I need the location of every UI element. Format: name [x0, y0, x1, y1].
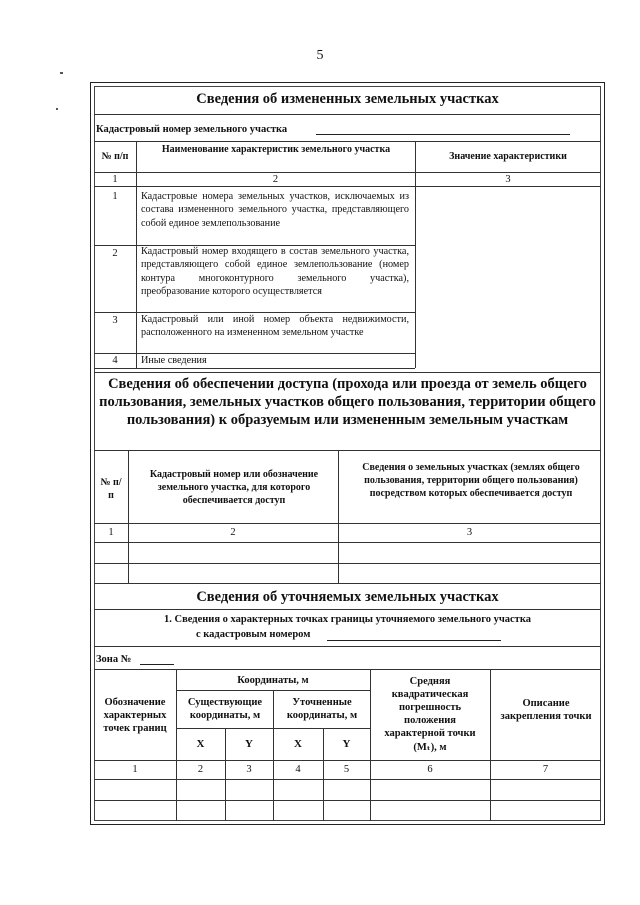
rule: [94, 372, 601, 373]
row-number: 3: [112, 315, 118, 326]
row-number: 4: [112, 355, 118, 366]
row-text: Кадастровый номер входящего в состав земельного участка, представляющего собой единое землепользование (номер контура многоконтурного земельного участка), преобразование которого осуществляется: [141, 246, 409, 297]
col-header-value: Значение характеристики: [449, 151, 567, 162]
cadastral-number-label: Кадастровый номер земельного участка: [96, 124, 288, 135]
refined-cadastral-field[interactable]: [327, 640, 501, 641]
rule: [94, 609, 601, 610]
section3-subtitle: 1. Сведения о характерных точках границы уточняемого земельного участка: [164, 614, 531, 625]
col-number: 2: [230, 527, 236, 538]
rule: [94, 563, 601, 564]
col-number: 1: [112, 174, 118, 185]
col-number: 3: [466, 527, 473, 538]
col-header-refined: Уточненные координаты, м: [286, 697, 358, 721]
col-header-designation: Обозначение характерных точек границ: [103, 697, 167, 734]
rule: [370, 669, 371, 821]
rule: [94, 172, 601, 173]
col-header-cadastral: Кадастровый номер или обозначение земельного участка, для которого обеспечивается доступ: [149, 469, 319, 506]
rule: [128, 450, 129, 583]
col-number: 3: [246, 764, 252, 775]
rule: [94, 583, 601, 584]
col-header-error-symbol: (Mₜ), м: [413, 742, 447, 753]
col-header-name: Наименование характеристик земельного участка: [161, 144, 391, 155]
section3-title: Сведения об уточняемых земельных участках: [196, 589, 499, 605]
rule: [94, 542, 601, 543]
row-number: 2: [112, 248, 118, 259]
col-header-y: Y: [245, 738, 253, 750]
col-header-num: № п/п: [100, 477, 122, 501]
col-number: 1: [108, 527, 114, 538]
col-header-coords: Координаты, м: [237, 675, 309, 686]
scan-mark: [56, 108, 58, 110]
col-number: 2: [272, 174, 279, 185]
col-header-num: № п/п: [101, 151, 129, 162]
col-header-x: X: [196, 738, 205, 750]
cadastral-number-field[interactable]: [316, 134, 570, 135]
rule: [273, 690, 274, 821]
col-number: 5: [343, 764, 350, 775]
col-number: 1: [132, 764, 138, 775]
col-header-info: Сведения о земельных участках (землях общего пользования, территории общего пользования) посредством которых обеспечивается доступ: [362, 462, 580, 499]
section3-subtitle2: с кадастровым номером: [196, 629, 311, 640]
rule: [94, 114, 601, 115]
col-header-x: X: [294, 738, 302, 750]
rule: [94, 800, 601, 801]
rule: [94, 646, 601, 647]
scan-mark: [60, 72, 63, 74]
zone-field[interactable]: [140, 664, 174, 665]
row-number: 1: [112, 191, 118, 202]
row-text: Кадастровые номера земельных участков, исключаемых из состава измененного земельного участка, представляющего собой единое землепользование: [141, 191, 409, 229]
row-text: Кадастровый или иной номер объекта недвижимости, расположенного на измененном земельном участке: [141, 314, 409, 339]
zone-label: Зона №: [96, 654, 132, 665]
col-header-fixing: Описание закрепления точки: [500, 698, 592, 722]
rule: [94, 669, 601, 670]
rule: [94, 368, 415, 369]
rule: [490, 669, 491, 821]
rule: [94, 523, 601, 524]
col-number: 2: [197, 764, 204, 775]
col-number: 3: [505, 174, 511, 185]
rule: [94, 760, 601, 761]
rule: [94, 353, 415, 354]
rule: [94, 779, 601, 780]
rule: [94, 141, 601, 142]
col-number: 7: [542, 764, 549, 775]
row-text: Иные сведения: [141, 355, 207, 366]
rule: [94, 186, 601, 187]
section2-title: Сведения об обеспечении доступа (прохода или проезда от земель общего пользования, земельных участков общего пользования, территории общего пользования) к образуемым или измененным земельным участкам: [99, 376, 596, 428]
col-header-error: Средняя квадратическая погрешность положения характерной точки: [384, 676, 476, 739]
col-number: 6: [427, 764, 433, 775]
rule: [338, 450, 339, 583]
col-header-y: Y: [342, 738, 351, 750]
rule: [94, 450, 601, 451]
section1-title: Сведения об измененных земельных участках: [196, 91, 499, 107]
page-number: 5: [316, 48, 324, 63]
col-header-existing: Существующие координаты, м: [187, 697, 263, 721]
col-number: 4: [295, 764, 301, 775]
